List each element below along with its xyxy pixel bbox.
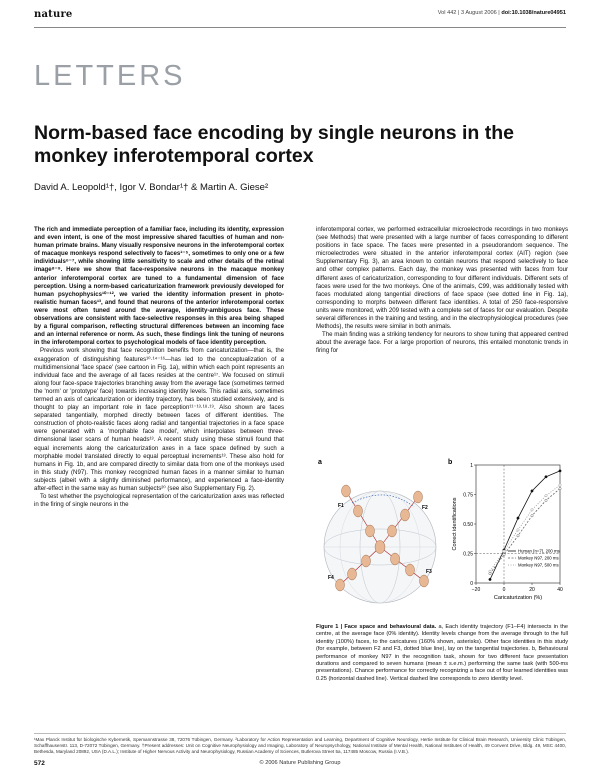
behaviour-chart <box>452 463 563 601</box>
face-label-f3: F3 <box>426 569 432 575</box>
abstract-paragraph: The rich and immediate perception of a familiar face, including its identity, expression and even intent, is one of the most impressive shared faculties of human and non-human primate brains. Many visually responsive neurons in the inferotemporal cortex of macaque monkeys respond selectively to faces¹⁻⁵, sometimes to only one or a few individuals⁶⁻⁷, while showing little sensitivity to scale and other details of the retinal image⁸⁻⁹. Here we show that face-responsive neurons in the macaque monkey anterior inferotemporal cortex are tuned to a fundamental dimension of face perception. Using a norm-based caricaturization framework previously developed for human psychophysics¹⁰⁻¹², we varied the identity information present in photo-realistic human faces¹³, and found that neurons of the anterior inferotemporal cortex were most often tuned around the average, identity-ambiguous face. These observations are consistent with face-selective responses in this area being shaped by a figural comparison, reflecting structural differences between an incoming face and an internal reference or norm. As such, these findings link the tuning of neurons in the inferotemporal cortex to psychological models of face identity perception. <box>34 226 284 347</box>
section-label: LETTERS <box>34 60 186 92</box>
x-axis-label: Caricaturization (%) <box>493 595 543 601</box>
data-point <box>559 487 561 489</box>
face-label-f1: F1 <box>338 503 344 509</box>
data-point <box>489 578 491 580</box>
panel-b-label: b <box>448 459 453 466</box>
face-label-f4: F4 <box>328 575 334 581</box>
figure-1 <box>316 455 568 615</box>
data-point <box>545 499 547 501</box>
face-thumb <box>354 505 363 517</box>
journal-header <box>34 9 566 27</box>
journal-brand: nature <box>34 9 73 20</box>
x-tick-label: 20 <box>529 587 535 593</box>
y-tick-label: 0.50 <box>463 521 473 528</box>
face-thumb <box>342 485 351 497</box>
face-thumb <box>414 491 423 503</box>
face-thumb <box>336 579 345 591</box>
data-point <box>531 509 533 511</box>
series-line <box>490 489 560 574</box>
data-point <box>559 470 561 472</box>
data-point <box>559 484 561 486</box>
data-point <box>517 535 519 537</box>
data-point <box>489 572 491 574</box>
average-face <box>375 541 385 554</box>
data-point <box>489 570 491 572</box>
journal-volume-date: Vol 442 | 3 August 2006 | <box>437 10 502 16</box>
x-tick-label: −20 <box>471 587 481 593</box>
article-title: Norm-based face encoding by single neurons in the monkey inferotemporal cortex <box>34 122 514 167</box>
right-column <box>316 226 568 356</box>
face-thumb <box>406 564 415 576</box>
body-paragraph-2: To test whether the psychological representation of the caricaturization axes was reflected in the firing of single neurons in the <box>34 493 284 509</box>
legend-entry: Monkey N97, 500 ms <box>518 562 559 568</box>
data-point <box>545 494 547 496</box>
face-thumb <box>391 553 400 565</box>
author-list: David A. Leopold¹†, Igor V. Bondar¹† & Martin A. Giese² <box>34 182 269 193</box>
data-point <box>531 490 533 492</box>
x-tick-label: 0 <box>502 587 506 593</box>
panel-a-label: a <box>318 459 322 466</box>
y-tick-label: 1 <box>470 462 473 469</box>
data-point <box>517 529 519 531</box>
journal-info <box>438 10 566 16</box>
face-label-f2: F2 <box>422 505 428 511</box>
figure-caption <box>316 624 568 683</box>
x-tick-label: 40 <box>557 587 563 593</box>
body-paragraph-1: Previous work showing that face recognition benefits from caricaturization—that is, the exaggeration of distinguishing features¹⁰·¹⁴⁻¹⁶—has led to the conceptualization of a multidimensional 'face space' (see cartoon in Fig. 1a), within which each point represents an individual face and the average of all faces resides at the centre¹⁷. We focused on stimuli along four face-space trajectories branching away from the average face (sometimes termed the 'norm' or 'prototype' face) towards increasing identity levels. This radial axis, sometimes termed an axis of caricaturization or identity trajectory, has been studied extensively, and is thought to play an important role in face perception¹¹⁻¹³·¹⁸·¹⁹. Also shown are faces separated tangentially, morphed directly between faces of different identities. The construction of photo-realistic faces along radial and tangential trajectories in a face space were generated with a 'morphable face model', which interpolates between three-dimensional laser scans of human heads¹³. A recent study using these stimuli found that equal increments along the caricaturization axes in a face space defined by such a morphable model translated directly to equal perceptual increments¹³. These also hold for humans in Fig. 1b, and are compared directly to similar data from one of the monkeys used in this study (N97). This monkey recognized human faces in a manner similar to human subjects (albeit with a slightly diminished performance), and experienced a face-identity after-effect in the same way as human subjects²⁰ (see also Supplementary Fig. 2). <box>34 347 284 492</box>
face-thumb <box>401 509 410 521</box>
data-point <box>545 476 547 478</box>
face-thumb <box>366 525 375 537</box>
page-number: 572 <box>34 760 45 767</box>
face-thumb <box>362 555 371 567</box>
footnote-rule <box>34 733 566 734</box>
figure-1-svg <box>316 455 568 615</box>
y-tick-label: 0.75 <box>463 492 473 499</box>
legend-entry: Monkey N97, 200 ms <box>518 555 559 561</box>
y-axis-label: Correct identifications <box>452 497 458 551</box>
data-point <box>517 517 519 519</box>
header-rule <box>34 27 566 28</box>
y-tick-label: 0.25 <box>463 551 473 558</box>
face-thumb <box>388 525 397 537</box>
copyright-notice: © 2006 Nature Publishing Group <box>259 760 341 766</box>
data-point <box>503 550 505 552</box>
data-point <box>531 515 533 517</box>
body-paragraph-4: The main finding was a striking tendency for neurons to show tuning that appeared centred about the average face. For a large proportion of neurons, this entailed monotonic trends in firing for <box>316 331 568 355</box>
y-tick-label: 0 <box>470 580 473 587</box>
face-thumb <box>348 568 357 580</box>
affiliations-footnote: ¹Max Planck Institut für biologische Kybernetik, Spemannstrasse 38, 72076 Tübingen, Germany. ²Laboratory for Action Representation and Learning, Department of Cognitive Neurology, Hertie Institute for Clinical Brain Research, University Clinic Tübingen, Schaffhausenstr. 113, D-72072 Tübingen, Germany. †Present addresses: Unit on Cognitive Neurophysiology and Imaging, Laboratory of Neuropsychology, National Institute of Mental Health, National Institutes of Health, 49 Convent Drive, Bldg. 49, MSC 4400, Bethesda, Maryland 20892, USA (D.A.L.); Institute of Higher Nervous Activity and Neurophysiology, Russian Academy of Sciences, Butlerova Street 5a, 117485 Moscow, Russia (I.V.B.). <box>34 737 566 754</box>
body-paragraph-3: inferotemporal cortex, we performed extracellular microelectrode recordings in two monkeys (see Methods) that were presented with a large number of faces corresponding to different positions in face space. The faces were presented in a pseudorandom sequence. The microelectrodes were situated in the anterior inferotemporal cortex (AIT) region (see Supplementary Fig. 3), an area known to contain neurons that respond selectively to face and other complex patterns. Each day, the monkey was presented with faces from four different axes of caricaturization, corresponding to four different individuals. Different sets of faces were used for the two monkeys. One of the animals, C99, was additionally tested with faces modulated along tangential directions of face space (see dotted line in Fig. 1a), corresponding to morphs between different face identities. A total of 250 face-responsive units were monitored, with 209 tested with a complete set of faces for our evaluation. Despite several differences in the training and testing, and in the electrophysiological procedures (see Methods), the results were similar in both animals. <box>316 226 568 331</box>
data-point <box>503 553 505 555</box>
legend-entry: Human (n=7), 200 ms <box>518 548 560 554</box>
left-column <box>34 226 284 509</box>
caption-lead: Figure 1 | Face space and behavioural data. <box>316 624 437 630</box>
face-thumb <box>420 575 429 587</box>
doi-link[interactable]: doi:10.1038/nature04951 <box>501 10 566 16</box>
caption-text: a, Each identity trajectory (F1–F4) intersects in the centre, at the average face (0% identity). Identity levels change from the average through to the full identity (100%) faces, to the caricatures (160% shown, asterisks). Other face identities in this study (for example, between F2 and F3, dotted blue line), lay on the tangential trajectories. b, Behavioural performance of monkey N97 in the recognition task, shown for two different face presentation durations and compared to seven humans (mean ± s.e.m.) performing the same task (with 500-ms presentations). Chance performance for correctly recognizing a face out of four learned identities was 0.25 (horizontal dashed line). Vertical dashed line corresponds to zero identity level. <box>316 624 568 682</box>
